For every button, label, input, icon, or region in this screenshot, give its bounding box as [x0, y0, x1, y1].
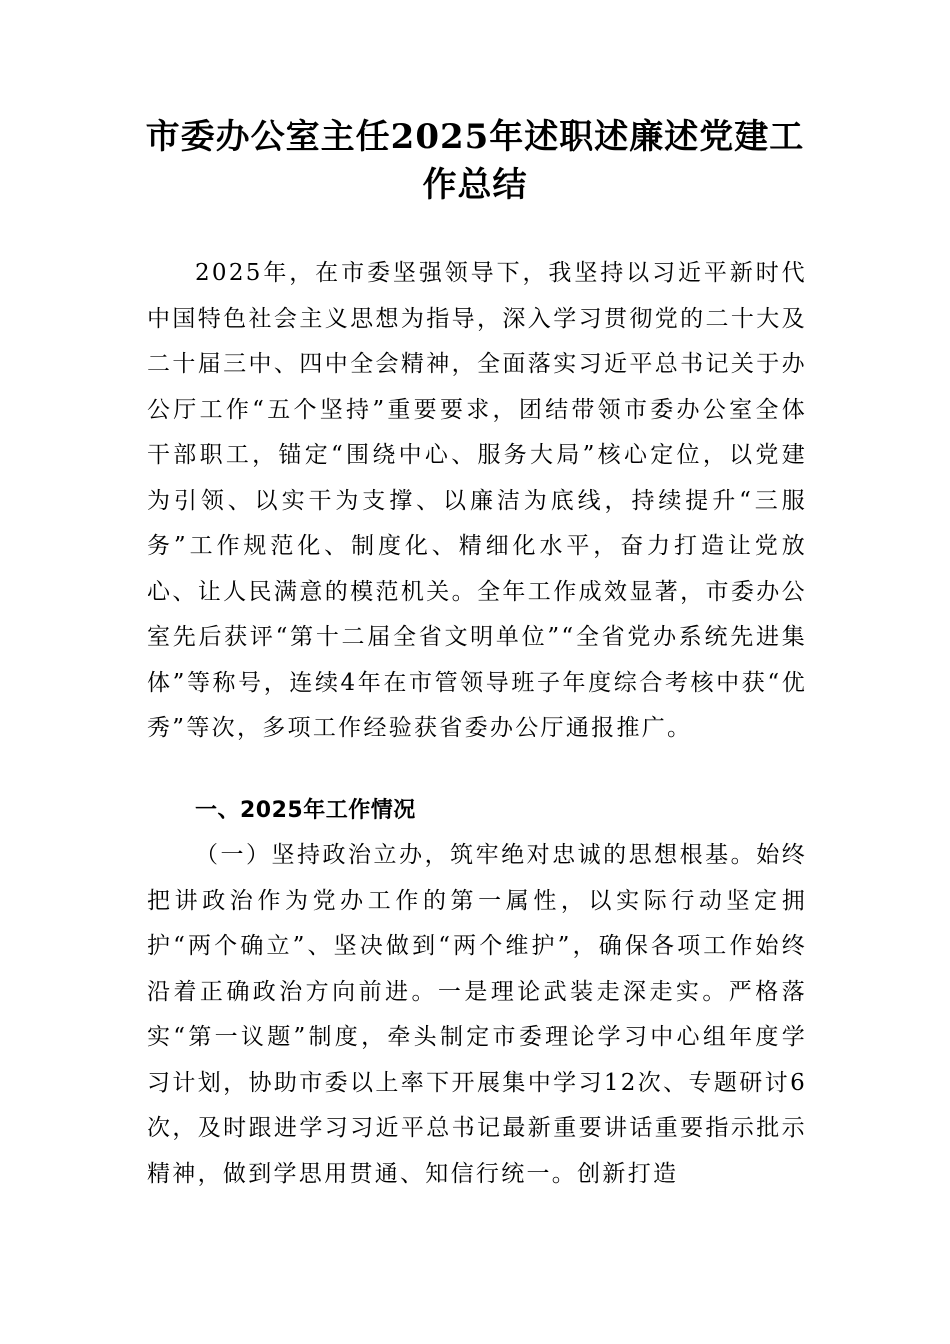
subsection-paragraph [147, 833, 807, 1197]
subsection-lead: （一）坚持政治立办，筑牢绝对忠诚的思想根基。 [195, 842, 757, 868]
intro-paragraph: 2025年，在市委坚强领导下，我坚持以习近平新时代中国特色社会主义思想为指导，深入学习贯彻党的二十大及二十届三中、四中全会精神，全面落实习近平总书记关于办公厅工作“五个坚持”重要要求，团结带领市委办公室全体干部职工，锚定“围绕中心、服务大局”核心定位，以党建为引领、以实干为支撑、以廉洁为底线，持续提升“三服务”工作规范化、制度化、精细化水平，奋力打造让党放心、让人民满意的模范机关。全年工作成效显著，市委办公室先后获评“第十二届全省文明单位”“全省党办系统先进集体”等称号，连续4年在市管领导班子年度综合考核中获“优秀”等次，多项工作经验获省委办公厅通报推广。 [147, 260, 807, 741]
subsection-body: 始终把讲政治作为党办工作的第一属性，以实际行动坚定拥护“两个确立”、坚决做到“两个维护”，确保各项工作始终沿着正确政治方向前进。一是理论武装走深走实。严格落实“第一议题”制度，牵头制定市委理论学习中心组年度学习计划，协助市委以上率下开展集中学习12次、专题研讨6次，及时跟进学习习近平总书记最新重要讲话重要指示批示精神，做到学思用贯通、知信行统一。创新打造 [147, 842, 807, 1187]
section-heading: 一、2025年工作情况 [195, 798, 416, 823]
document-title: 市委办公室主任2025年述职述廉述党建工作总结 [145, 117, 805, 205]
